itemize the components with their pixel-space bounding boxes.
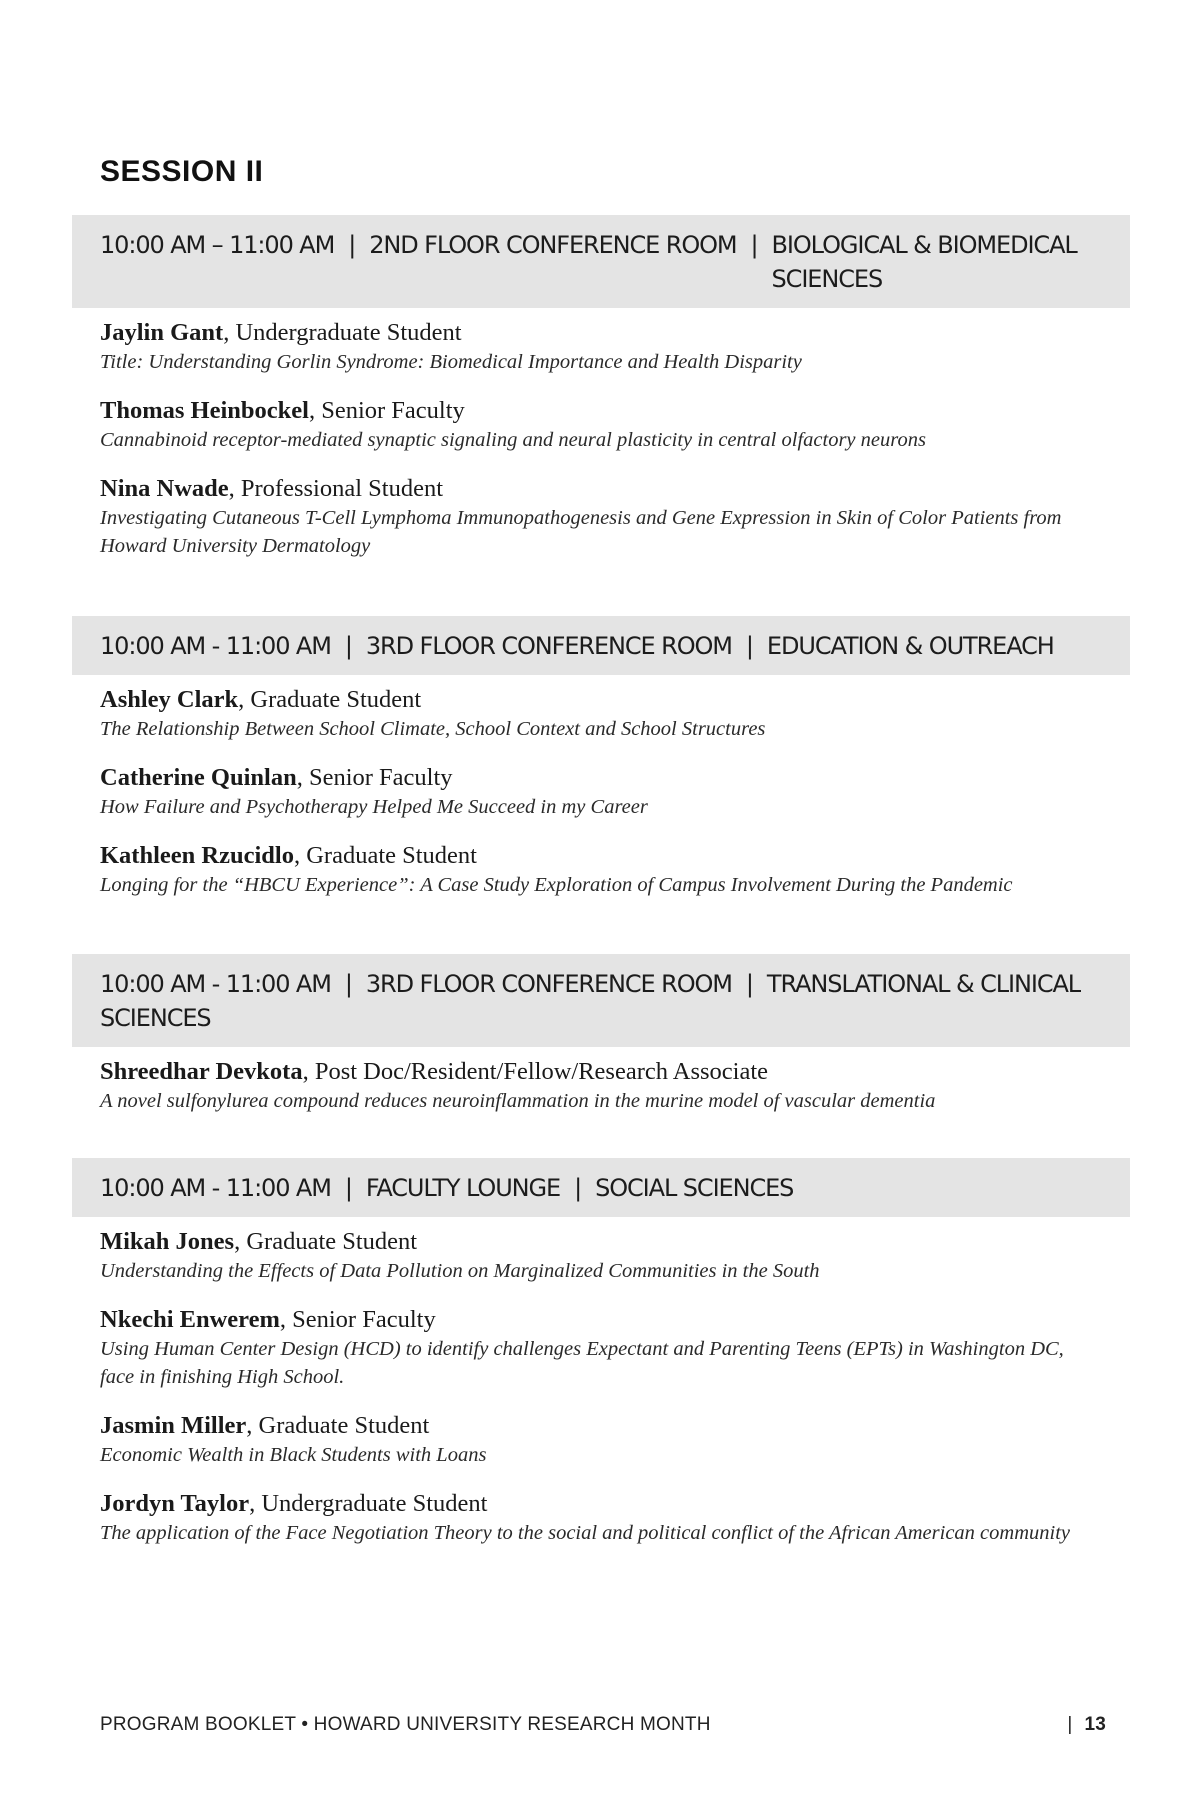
presenter-entry [100, 685, 1102, 743]
session-block-biological [72, 215, 1130, 580]
presenter-role: , Undergraduate Student [223, 319, 462, 346]
presenter-name: Kathleen Rzucidlo [100, 842, 294, 869]
presenter-name: Jaylin Gant [100, 319, 224, 346]
page-footer [100, 1714, 1106, 1736]
session-time: 10:00 AM – 11:00 AM [100, 231, 335, 259]
session-block-education [72, 616, 1130, 919]
presenter-list [72, 308, 1130, 560]
session-room: FACULTY LOUNGE [365, 1174, 561, 1202]
presenter-name: Ashley Clark [100, 686, 239, 713]
presentation-title: Cannabinoid receptor-mediated synaptic signaling and neural plasticity in central olfactory neurons [100, 429, 926, 451]
presenter-list [72, 675, 1130, 899]
separator: | [348, 231, 356, 259]
presenter-entry [100, 841, 1102, 899]
presenter-role: , Undergraduate Student [249, 1490, 488, 1517]
presenter-name: Nkechi Enwerem [100, 1306, 280, 1333]
presenter-entry [100, 1305, 1102, 1391]
session-block-social [72, 1158, 1130, 1567]
session-title: SESSION II [100, 155, 264, 188]
presentation-title: Using Human Center Design (HCD) to identify challenges Expectant and Parenting Teens (EPTs) in Washington DC, face in finishing High School. [100, 1338, 1064, 1388]
presenter-name: Catherine Quinlan [100, 764, 297, 791]
session-header-band [72, 215, 1130, 308]
page-number: 13 [1084, 1714, 1106, 1735]
presenter-name: Thomas Heinbockel [100, 397, 309, 424]
session-track: SOCIAL SCIENCES [595, 1174, 794, 1202]
footer-text: PROGRAM BOOKLET • HOWARD UNIVERSITY RESEARCH MONTH [100, 1714, 711, 1735]
presenter-role: , Senior Faculty [308, 397, 465, 424]
presenter-entry [100, 318, 1102, 376]
separator: | [574, 1174, 582, 1202]
presenter-role: , Post Doc/Resident/Fellow/Research Associate [302, 1058, 769, 1085]
session-room: 3RD FLOOR CONFERENCE ROOM [365, 970, 732, 998]
presenter-list [72, 1217, 1130, 1547]
presenter-role: , Graduate Student [234, 1228, 418, 1255]
presenter-entry [100, 396, 1102, 454]
separator: | [745, 970, 753, 998]
page-number-group [1067, 1714, 1106, 1736]
presentation-title: Understanding the Effects of Data Pollution on Marginalized Communities in the South [100, 1260, 820, 1282]
presenter-role: , Senior Faculty [296, 764, 453, 791]
presenter-role: , Professional Student [228, 475, 444, 502]
presenter-role: , Senior Faculty [279, 1306, 436, 1333]
presenter-role: , Graduate Student [293, 842, 477, 869]
presenter-role: , Graduate Student [246, 1412, 430, 1439]
presenter-entry [100, 1489, 1102, 1547]
presentation-title: Title: Understanding Gorlin Syndrome: Biomedical Importance and Health Disparity [100, 351, 802, 373]
session-time: 10:00 AM - 11:00 AM [100, 632, 331, 660]
presenter-list [72, 1047, 1130, 1115]
presenter-entry [100, 474, 1102, 560]
presenter-entry [100, 1227, 1102, 1285]
separator: | [750, 231, 758, 259]
presentation-title: The Relationship Between School Climate, School Context and School Structures [100, 718, 766, 740]
presenter-name: Mikah Jones [100, 1228, 235, 1255]
presenter-name: Jordyn Taylor [100, 1490, 250, 1517]
session-track: BIOLOGICAL & BIOMEDICAL SCIENCES [771, 231, 1077, 293]
session-room: 2ND FLOOR CONFERENCE ROOM [369, 231, 737, 259]
presenter-entry [100, 1411, 1102, 1469]
separator: | [344, 1174, 352, 1202]
page-separator: | [1067, 1714, 1073, 1735]
presentation-title: Economic Wealth in Black Students with Loans [100, 1444, 487, 1466]
presenter-name: Shreedhar Devkota [100, 1058, 303, 1085]
session-time: 10:00 AM - 11:00 AM [100, 970, 331, 998]
presenter-entry [100, 1057, 1102, 1115]
presenter-role: , Graduate Student [238, 686, 422, 713]
presentation-title: A novel sulfonylurea compound reduces neuroinflammation in the murine model of vascular dementia [100, 1090, 936, 1112]
presenter-entry [100, 763, 1102, 821]
separator: | [745, 632, 753, 660]
presentation-title: Longing for the “HBCU Experience”: A Case Study Exploration of Campus Involvement During the Pandemic [100, 874, 1013, 896]
separator: | [344, 632, 352, 660]
session-header-band [72, 616, 1130, 675]
session-time: 10:00 AM - 11:00 AM [100, 1174, 331, 1202]
session-header-band [72, 1158, 1130, 1217]
session-track: TRANSLATIONAL & CLINICAL SCIENCES [100, 970, 1081, 1032]
presentation-title: How Failure and Psychotherapy Helped Me Succeed in my Career [100, 796, 648, 818]
session-header-band [72, 954, 1130, 1047]
separator: | [344, 970, 352, 998]
presenter-name: Nina Nwade [100, 475, 229, 502]
session-block-translational [72, 954, 1130, 1135]
presentation-title: Investigating Cutaneous T-Cell Lymphoma Immunopathogenesis and Gene Expression in Skin of Color Patients from Howard University Dermatology [100, 507, 1062, 557]
session-track: EDUCATION & OUTREACH [766, 632, 1054, 660]
session-room: 3RD FLOOR CONFERENCE ROOM [365, 632, 732, 660]
presentation-title: The application of the Face Negotiation Theory to the social and political conflict of the African American community [100, 1522, 1070, 1544]
presenter-name: Jasmin Miller [100, 1412, 247, 1439]
